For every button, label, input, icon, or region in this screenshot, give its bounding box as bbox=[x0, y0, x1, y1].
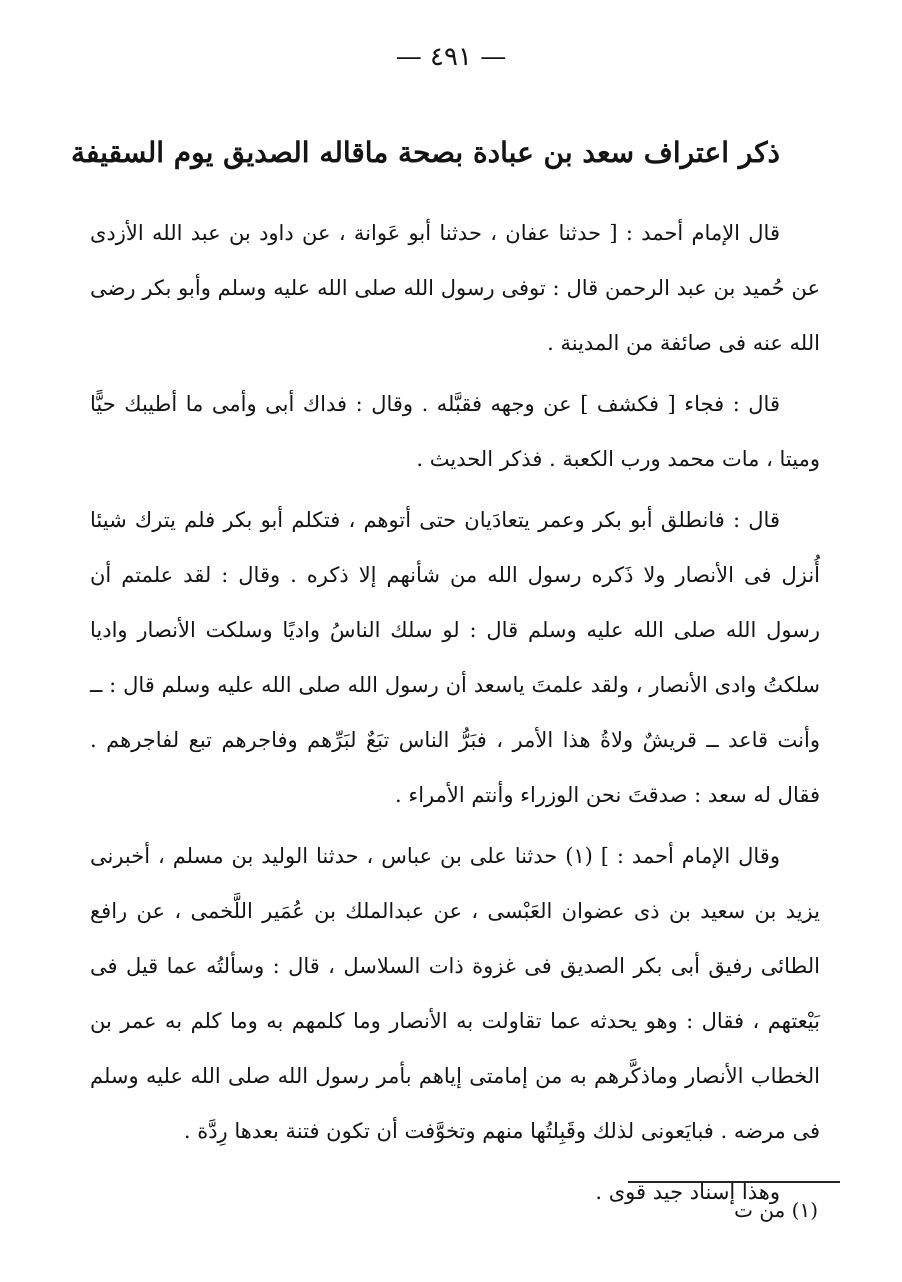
paragraph: وقال الإمام أحمد : ] (١) حدثنا على بن عباس ، حدثنا الوليد بن مسلم ، أخبرنى يزيد بن سعيد بن ذى عضوان العَبْسى ، عن عبدالملك بن عُمَير اللَّخمى ، عن رافع الطائى رفيق أبى بكر الصديق فى غزوة ذات السلاسل ، قال : وسألتُه عما قيل فى بَيْعتهم ، فقال : وهو يحدثه عما تقاولت به الأنصار وما كلمهم به وما كلم به عمر بن الخطاب الأنصار وماذكَّرهم به من إمامتى إياهم بأمر رسول الله صلى الله عليه وسلم فى مرضه . فبايَعونى لذلك وقَبِلتُها منهم وتخوَّفت أن تكون فتنة بعدها رِدَّة . bbox=[90, 844, 820, 1143]
footnote-divider bbox=[628, 1181, 840, 1183]
paragraph: قال الإمام أحمد : [ حدثنا عفان ، حدثنا أبو عَوانة ، عن داود بن عبد الله الأزدى عن حُميد بن عبد الرحمن قال : توفى رسول الله صلى الله عليه وسلم وأبو بكر رضى الله عنه فى صائفة من المدينة . bbox=[90, 221, 820, 355]
page-number: — ٤٩١ — bbox=[395, 42, 507, 72]
section-title: ذكر اعتراف سعد بن عبادة بصحة ماقاله الصديق يوم السقيفة bbox=[70, 136, 780, 169]
footnote: (١) من ت bbox=[734, 1198, 818, 1222]
paragraph: قال : فانطلق أبو بكر وعمر يتعادَيان حتى أتوهم ، فتكلم أبو بكر فلم يترك شيئا أُنزل فى الأنصار ولا ذَكره رسول الله من شأنهم إلا ذكره . وقال : لقد علمتم أن رسول الله صلى الله عليه وسلم قال : لو سلك الناسُ واديًا وسلكت الأنصار واديا سلكتُ وادى الأنصار ، ولقد علمتَ ياسعد أن رسول الله صلى الله عليه وسلم قال : ــ وأنت قاعد ــ قريشٌ ولاةُ هذا الأمر ، فبَرُّ الناس تبَعٌ لبَرِّهم وفاجرهم تبع لفاجرهم . فقال له سعد : صدقتَ نحن الوزراء وأنتم الأمراء . bbox=[90, 508, 820, 807]
paragraph: قال : فجاء [ فكشف ] عن وجهه فقبَّله . وقال : فداك أبى وأمى ما أطيبك حيًّا وميتا ، مات محمد ورب الكعبة . فذكر الحديث . bbox=[90, 392, 820, 471]
paragraph: وهذا إسناد جيد قوى . bbox=[595, 1180, 780, 1204]
body-text bbox=[90, 206, 820, 1226]
